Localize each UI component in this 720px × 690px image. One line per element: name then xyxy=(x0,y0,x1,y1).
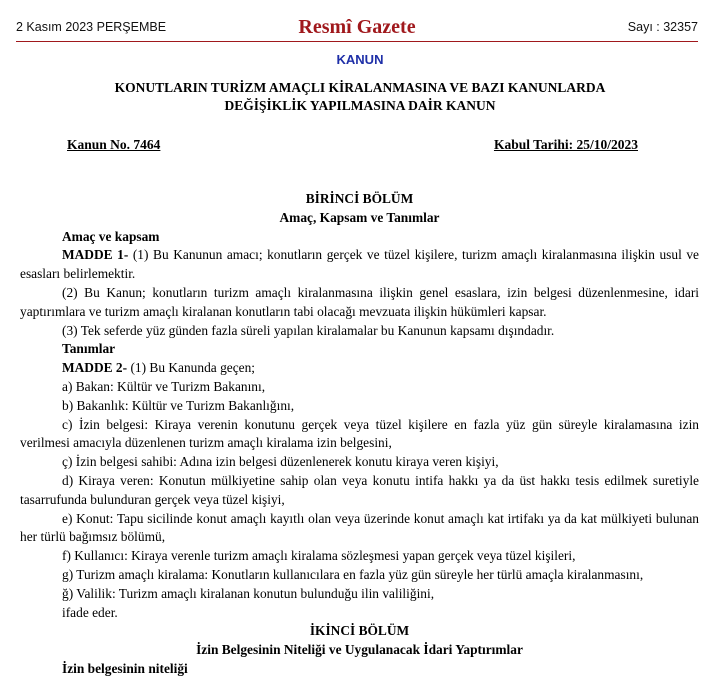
definition-c-cedilla: ç) İzin belgesi sahibi: Adına izin belgesi düzenlenerek konutu kiraya veren kişiyi, xyxy=(62,454,499,470)
document-type: KANUN xyxy=(336,52,384,67)
adoption-date: Kabul Tarihi: 25/10/2023 xyxy=(493,137,638,152)
gazette-title: Resmî Gazete xyxy=(298,16,416,38)
section-2-subheading: İzin Belgesinin Niteliği ve Uygulanacak İdari Yaptırımlar xyxy=(196,642,523,658)
gazette-header xyxy=(16,16,698,42)
law-title-line-2: DEĞİŞİKLİK YAPILMASINA DAİR KANUN xyxy=(224,98,496,113)
law-body xyxy=(20,190,699,679)
section-2-heading: İKİNCİ BÖLÜM xyxy=(309,623,410,639)
article-2-label: MADDE 2- xyxy=(62,360,128,376)
section-1-subheading: Amaç, Kapsam ve Tanımlar xyxy=(279,209,440,225)
definition-a: a) Bakan: Kültür ve Turizm Bakanını, xyxy=(62,378,266,394)
law-title-line-1: KONUTLARIN TURİZM AMAÇLI KİRALANMASINA VE BAZI KANUNLARDA xyxy=(114,80,606,95)
issue-number: Sayı : 32357 xyxy=(627,20,698,34)
definition-e: e) Konut: Tapu sicilinde konut amaçlı kayıtlı olan veya üzerinde konut amaçlı kat irtifakı ya da kat mülkiyeti bulunan her türlü bağımsız bölümü, xyxy=(20,510,699,545)
article-1-label: MADDE 1- xyxy=(62,247,129,263)
article-1-text-1: (1) Bu Kanunun amacı; konutların gerçek ve tüzel kişilere, turizm amaçlı kiralanmasına ilişkin usul ve esasları belirlemektir. xyxy=(20,247,699,282)
article-1-paragraph-3: (3) Tek seferde yüz günden fazla süreli yapılan kiralamalar bu Kanunun kapsamı dışındadır. xyxy=(62,322,555,338)
article-3-heading: İzin belgesinin niteliği xyxy=(62,660,188,676)
article-2-closing: ifade eder. xyxy=(62,604,118,620)
definition-d: d) Kiraya veren: Konutun mülkiyetine sahip olan veya konutu intifa hakkı ya da üst hakkı tesis edilmek suretiyle tasarrufunda bulunduran gerçek veya tüzel kişiyi, xyxy=(20,472,699,507)
article-2-intro-text: (1) Bu Kanunda geçen; xyxy=(127,360,256,376)
definition-f: f) Kullanıcı: Kiraya verenle turizm amaçlı kiralama sözleşmesi yapan gerçek veya tüzel kişileri, xyxy=(62,548,576,564)
article-1-paragraph-2: (2) Bu Kanun; konutların turizm amaçlı kiralanmasına ilişkin genel esaslara, izin belgesi düzenlenmesine, idari yaptırımlara ve turizm amaçlı kiralanan konutların tabi olacağı mevzuata ilişkin hükümleri kapsar. xyxy=(20,284,699,319)
definition-g-breve: ğ) Valilik: Turizm amaçlı kiralanan konutun bulunduğu ilin valiliğini, xyxy=(62,585,435,601)
article-1-heading: Amaç ve kapsam xyxy=(62,228,160,244)
publication-date: 2 Kasım 2023 PERŞEMBE xyxy=(16,20,167,34)
article-1-paragraph-1 xyxy=(20,246,699,284)
definition-b: b) Bakanlık: Kültür ve Turizm Bakanlığını, xyxy=(62,397,295,413)
definition-g: g) Turizm amaçlı kiralama: Konutların kullanıcılara en fazla yüz gün süreyle her türlü amaçla kiralanmasını, xyxy=(62,566,644,582)
header-rule xyxy=(16,41,698,42)
article-2-intro xyxy=(20,359,699,378)
article-2-heading: Tanımlar xyxy=(62,341,116,357)
law-number: Kanun No. 7464 xyxy=(67,137,161,152)
law-title xyxy=(60,79,660,115)
section-1-heading: BİRİNCİ BÖLÜM xyxy=(305,191,414,206)
definition-c: c) İzin belgesi: Kiraya verenin konutunu gerçek veya tüzel kişilere en fazla yüz gün süreyle kiralamasına izin verilmesi amacıyla düzenlenen turizm amaçlı kiralama izin belgesini, xyxy=(20,416,699,451)
